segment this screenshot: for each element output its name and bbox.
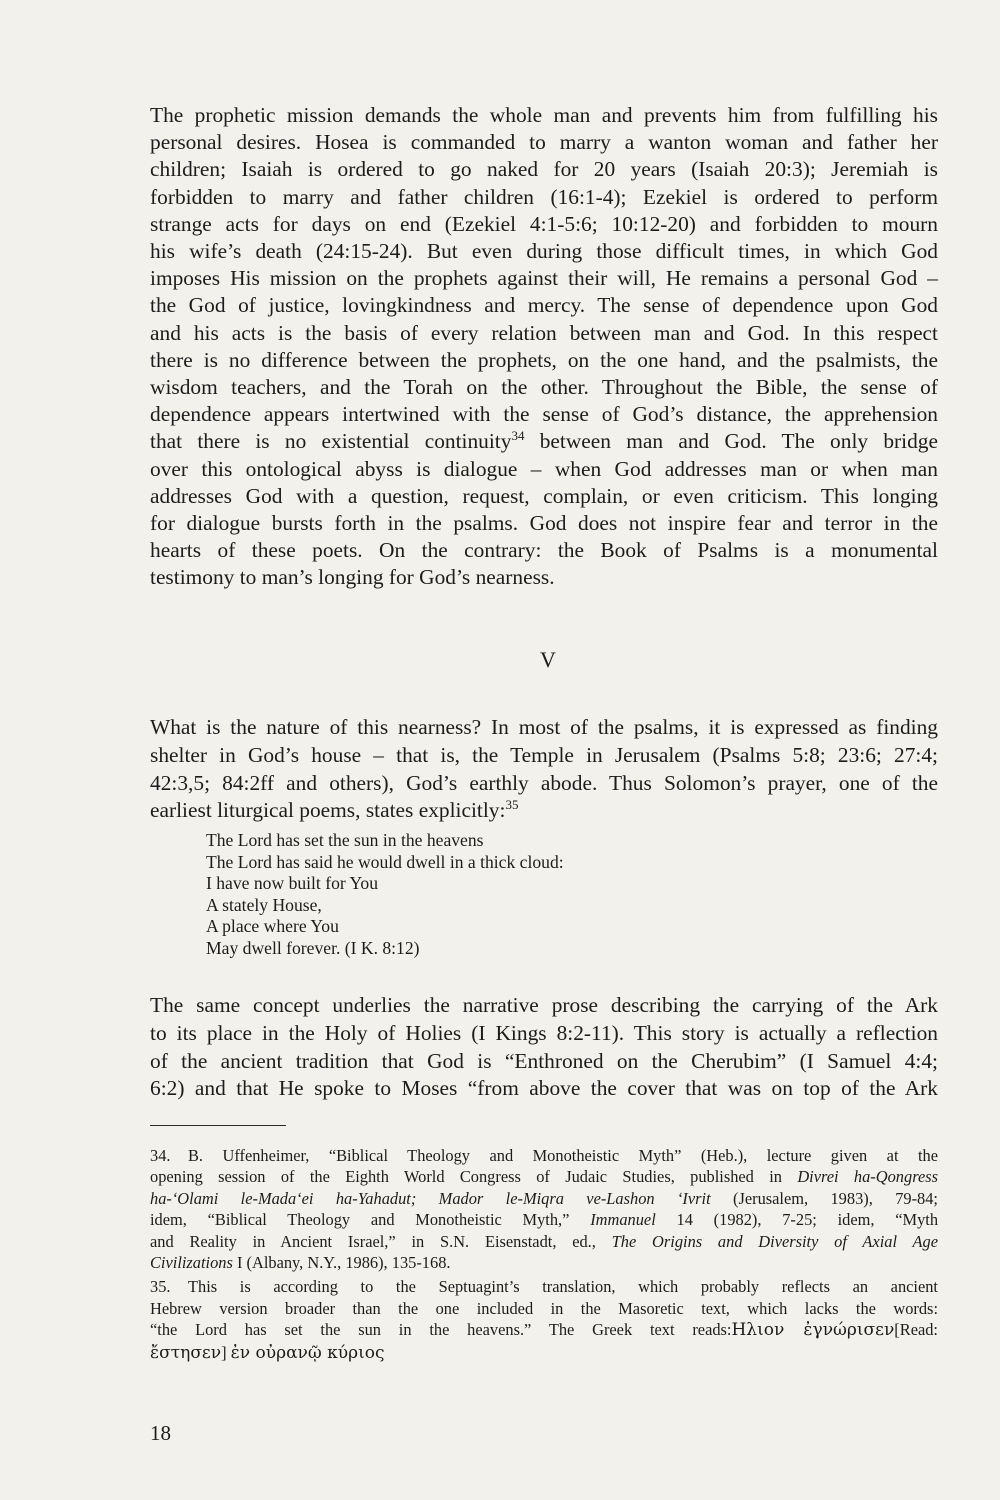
italic-title: Divrei ha-Qongress <box>797 1167 938 1187</box>
quote-line: The Lord has set the sun in the heavens <box>206 830 484 850</box>
text-line: to its place in the Holy of Holies (I Kings 8:2-11). This story is actually a reflection <box>150 1020 938 1045</box>
quote-line: A stately House, <box>206 894 322 915</box>
text-run: and Reality in Ancient Israel,” in S.N. Eisenstadt, ed., <box>150 1231 612 1251</box>
italic-title: ha-‘Olami le-Mada‘ei ha-Yahadut; Mador le-Miqra ve-Lashon ‘Ivrit <box>150 1188 711 1208</box>
quote-line: The Lord has said he would dwell in a thick cloud: <box>206 851 564 872</box>
footnote-34 <box>150 1145 938 1273</box>
footnote-line <box>150 1231 938 1252</box>
text-line: personal desires. Hosea is commanded to marry a wanton woman and father her <box>150 130 938 155</box>
text-run: (Jerusalem, 1983), 79-84; <box>710 1188 938 1208</box>
text-line: imposes His mission on the prophets against their will, He remains a personal God – <box>150 266 938 291</box>
text-line: addresses God with a question, request, complain, or even criticism. This longing <box>150 483 938 508</box>
text-line: testimony to man’s longing for God’s nearness. <box>150 565 555 590</box>
block-quote <box>206 830 706 960</box>
text-line: 6:2) and that He spoke to Moses “from above the cover that was on top of the Ark <box>150 1076 938 1101</box>
text-run: [Read: <box>894 1320 938 1340</box>
italic-title: Civilizations <box>150 1253 233 1273</box>
text-run: 14 (1982), 7-25; idem, “Myth <box>655 1210 939 1230</box>
text-line: 42:3,5; 84:2ff and others), God’s earthly abode. Thus Solomon’s prayer, one of the <box>150 770 938 795</box>
text-line: hearts of these poets. On the contrary: the Book of Psalms is a monumental <box>150 538 938 563</box>
quote-line: I have now built for You <box>206 873 379 894</box>
text-line: the God of justice, lovingkindness and mercy. The sense of dependence upon God <box>150 293 938 318</box>
italic-title: The Origins and Diversity of Axial Age <box>611 1231 938 1251</box>
quote-line: May dwell forever. (I K. 8:12) <box>206 937 420 958</box>
footnote-line <box>150 1209 938 1230</box>
text-line: What is the nature of this nearness? In most of the psalms, it is expressed as finding <box>150 715 938 739</box>
quote-line: A place where You <box>206 916 339 937</box>
text-line: there is no difference between the prophets, on the one hand, and the psalmists, the <box>150 347 938 372</box>
text-line: for dialogue bursts forth in the psalms. God does not inspire fear and terror in the <box>150 511 938 536</box>
text-line <box>150 428 938 455</box>
greek-text: Ηλιον ἐγνώρισεν <box>731 1320 895 1341</box>
text-line: and his acts is the basis of every relation between man and God. In this respect <box>150 320 938 345</box>
text-run: ] <box>221 1342 231 1362</box>
text-run: B. Uffenheimer, “Biblical Theology and Monotheistic Myth” (Heb.), lecture given at the <box>188 1146 938 1165</box>
footnotes <box>150 1145 938 1367</box>
italic-title: Immanuel <box>590 1210 656 1230</box>
text-line: his wife’s death (24:15-24). But even during those difficult times, in which God <box>150 239 938 264</box>
body-paragraph-2 <box>150 714 938 825</box>
text-run: between man and God. The only bridge <box>524 429 938 454</box>
footnote-line <box>150 1145 938 1166</box>
body-paragraph-1 <box>150 102 938 592</box>
body-paragraph-3 <box>150 992 938 1103</box>
footnote-line <box>150 1319 938 1341</box>
page-number: 18 <box>150 1421 171 1445</box>
text-line: forbidden to marry and father children (16:1-4); Ezekiel is ordered to perform <box>150 184 938 209</box>
text-run: idem, “Biblical Theology and Monotheistic Myth,” <box>150 1210 591 1230</box>
footnote-line <box>150 1188 938 1209</box>
text-line <box>150 797 938 825</box>
text-run: This is according to the Septuagint’s translation, which probably reflects an ancient <box>188 1277 938 1297</box>
greek-text: ἔστησεν <box>150 1342 222 1363</box>
footnote-line <box>150 1276 938 1297</box>
footnote-35 <box>150 1276 938 1364</box>
text-run: opening session of the Eighth World Congress of Judaic Studies, published in <box>150 1167 798 1187</box>
footnote-ref-34[interactable]: 34 <box>511 428 525 444</box>
text-run: earliest liturgical poems, states explicitly: <box>150 798 506 823</box>
text-line: The prophetic mission demands the whole man and prevents him from fulfilling his <box>150 103 938 127</box>
greek-text: ἐν οὐρανῷ κύριος <box>230 1342 385 1363</box>
text-line: of the ancient tradition that God is “Enthroned on the Cherubim” (I Samuel 4:4; <box>150 1048 938 1073</box>
footnote-line <box>150 1342 938 1364</box>
footnote-ref-35[interactable]: 35 <box>505 797 519 813</box>
text-run: “the Lord has set the sun in the heavens.” The Greek text reads: <box>150 1320 732 1340</box>
section-heading: V <box>540 647 556 672</box>
text-run: I (Albany, N.Y., 1986), 135-168. <box>232 1253 451 1273</box>
text-line: wisdom teachers, and the Torah on the other. Throughout the Bible, the sense of <box>150 375 938 400</box>
text-line: The same concept underlies the narrative prose describing the carrying of the Ark <box>150 993 938 1017</box>
text-line: children; Isaiah is ordered to go naked for 20 years (Isaiah 20:3); Jeremiah is <box>150 157 938 182</box>
footnote-line: Hebrew version broader than the one included in the Masoretic text, which lacks the words: <box>150 1298 938 1318</box>
text-line: shelter in God’s house – that is, the Temple in Jerusalem (Psalms 5:8; 23:6; 27:4; <box>150 742 938 767</box>
text-line: dependence appears intertwined with the sense of God’s distance, the apprehension <box>150 402 938 427</box>
text-line: over this ontological abyss is dialogue – when God addresses man or when man <box>150 456 938 481</box>
footnote-line <box>150 1166 938 1187</box>
footnote-divider <box>150 1125 286 1126</box>
text-run: that there is no existential continuity <box>150 429 512 454</box>
text-line: strange acts for days on end (Ezekiel 4:1-5:6; 10:12-20) and forbidden to mourn <box>150 211 938 236</box>
footnote-number: 34. <box>150 1146 171 1165</box>
footnote-number: 35. <box>150 1277 171 1297</box>
footnote-line <box>150 1252 938 1273</box>
